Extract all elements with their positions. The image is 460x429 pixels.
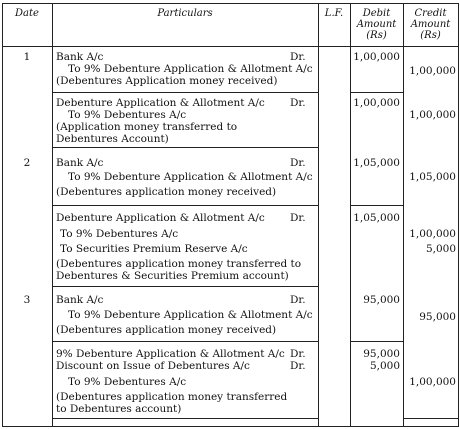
entry-date: 1 [23, 51, 31, 63]
credit-amount: 1,00,000 [409, 65, 456, 77]
entry-divider [52, 341, 318, 342]
entry-line: Discount on Issue of Debentures A/c [56, 360, 250, 372]
entry-date: 2 [23, 157, 31, 169]
dr-marker: Dr. [290, 97, 306, 109]
entry-line: To 9% Debenture Application & Allotment A/c [68, 171, 313, 183]
entry-line: To 9% Debenture Application & Allotment A/c [68, 63, 313, 75]
entry-date: 3 [23, 294, 31, 306]
entry-narration: (Debentures application money received) [56, 186, 277, 198]
dr-marker: Dr. [290, 157, 306, 169]
header-debit-2: Amount [356, 19, 397, 30]
debit-amount: 95,000 [363, 294, 400, 306]
table-border-left [2, 3, 3, 427]
entry-divider [350, 92, 403, 93]
header-divider [2, 46, 458, 47]
table-border-bottom [2, 426, 458, 427]
debit-amount: 95,000 [363, 348, 400, 360]
header-credit-1: Credit [414, 8, 447, 19]
entry-narration: Debentures Account) [56, 133, 169, 145]
entry-line: Bank A/c [56, 51, 104, 63]
entry-line: To 9% Debentures A/c [68, 376, 187, 388]
dr-marker: Dr. [290, 360, 306, 372]
entry-narration: to Debentures account) [56, 403, 182, 415]
debit-amount: 1,05,000 [353, 157, 400, 169]
entry-line: Bank A/c [56, 157, 104, 169]
entry-line: To 9% Debentures A/c [68, 109, 187, 121]
header-credit-2: Amount [410, 19, 451, 30]
entry-narration: (Debentures application money transferred [56, 391, 288, 403]
column-divider [52, 3, 53, 427]
header-date: Date [15, 8, 39, 19]
debit-amount: 1,05,000 [353, 212, 400, 224]
entry-divider [52, 205, 318, 206]
entry-divider [350, 341, 403, 342]
entry-line: To 9% Debentures A/c [60, 228, 179, 240]
header-credit-3: (Rs) [420, 30, 441, 41]
entry-divider [350, 205, 403, 206]
credit-amount: 1,00,000 [409, 109, 456, 121]
header-debit-1: Debit [362, 8, 391, 19]
table-border-right [458, 3, 459, 427]
credit-amount: 1,05,000 [409, 171, 456, 183]
entry-divider [52, 147, 318, 148]
dr-marker: Dr. [290, 212, 306, 224]
entry-narration: (Debentures application money received) [56, 324, 277, 336]
entry-narration: Debentures & Securities Premium account) [56, 270, 289, 282]
entry-narration: (Debentures application money transferred to [56, 258, 302, 270]
entry-divider [52, 286, 318, 287]
dr-marker: Dr. [290, 51, 306, 63]
credit-amount: 1,00,000 [409, 228, 456, 240]
entry-line: Bank A/c [56, 294, 104, 306]
entry-divider [52, 92, 318, 93]
credit-amount: 1,00,000 [409, 376, 456, 388]
dr-marker: Dr. [290, 348, 306, 360]
header-particulars: Particulars [157, 8, 213, 19]
column-divider [318, 3, 319, 427]
entry-line: To Securities Premium Reserve A/c [60, 243, 248, 255]
entry-line: 9% Debenture Application & Allotment A/c [56, 348, 285, 360]
debit-amount: 1,00,000 [353, 97, 400, 109]
debit-amount: 1,00,000 [353, 51, 400, 63]
debit-amount: 5,000 [369, 360, 400, 372]
entry-line: Debenture Application & Allotment A/c [56, 97, 265, 109]
dr-marker: Dr. [290, 294, 306, 306]
entry-line: To 9% Debenture Application & Allotment A/c [68, 309, 313, 321]
header-debit-3: (Rs) [366, 30, 387, 41]
entry-divider [403, 418, 458, 419]
table-border-top [2, 3, 458, 4]
entry-line: Debenture Application & Allotment A/c [56, 212, 265, 224]
credit-amount: 95,000 [419, 311, 456, 323]
entry-narration: (Application money transferred to [56, 121, 238, 133]
entry-narration: (Debentures Application money received) [56, 75, 278, 87]
header-lf: L.F. [324, 8, 344, 19]
entry-divider [52, 418, 318, 419]
credit-amount: 5,000 [425, 243, 456, 255]
